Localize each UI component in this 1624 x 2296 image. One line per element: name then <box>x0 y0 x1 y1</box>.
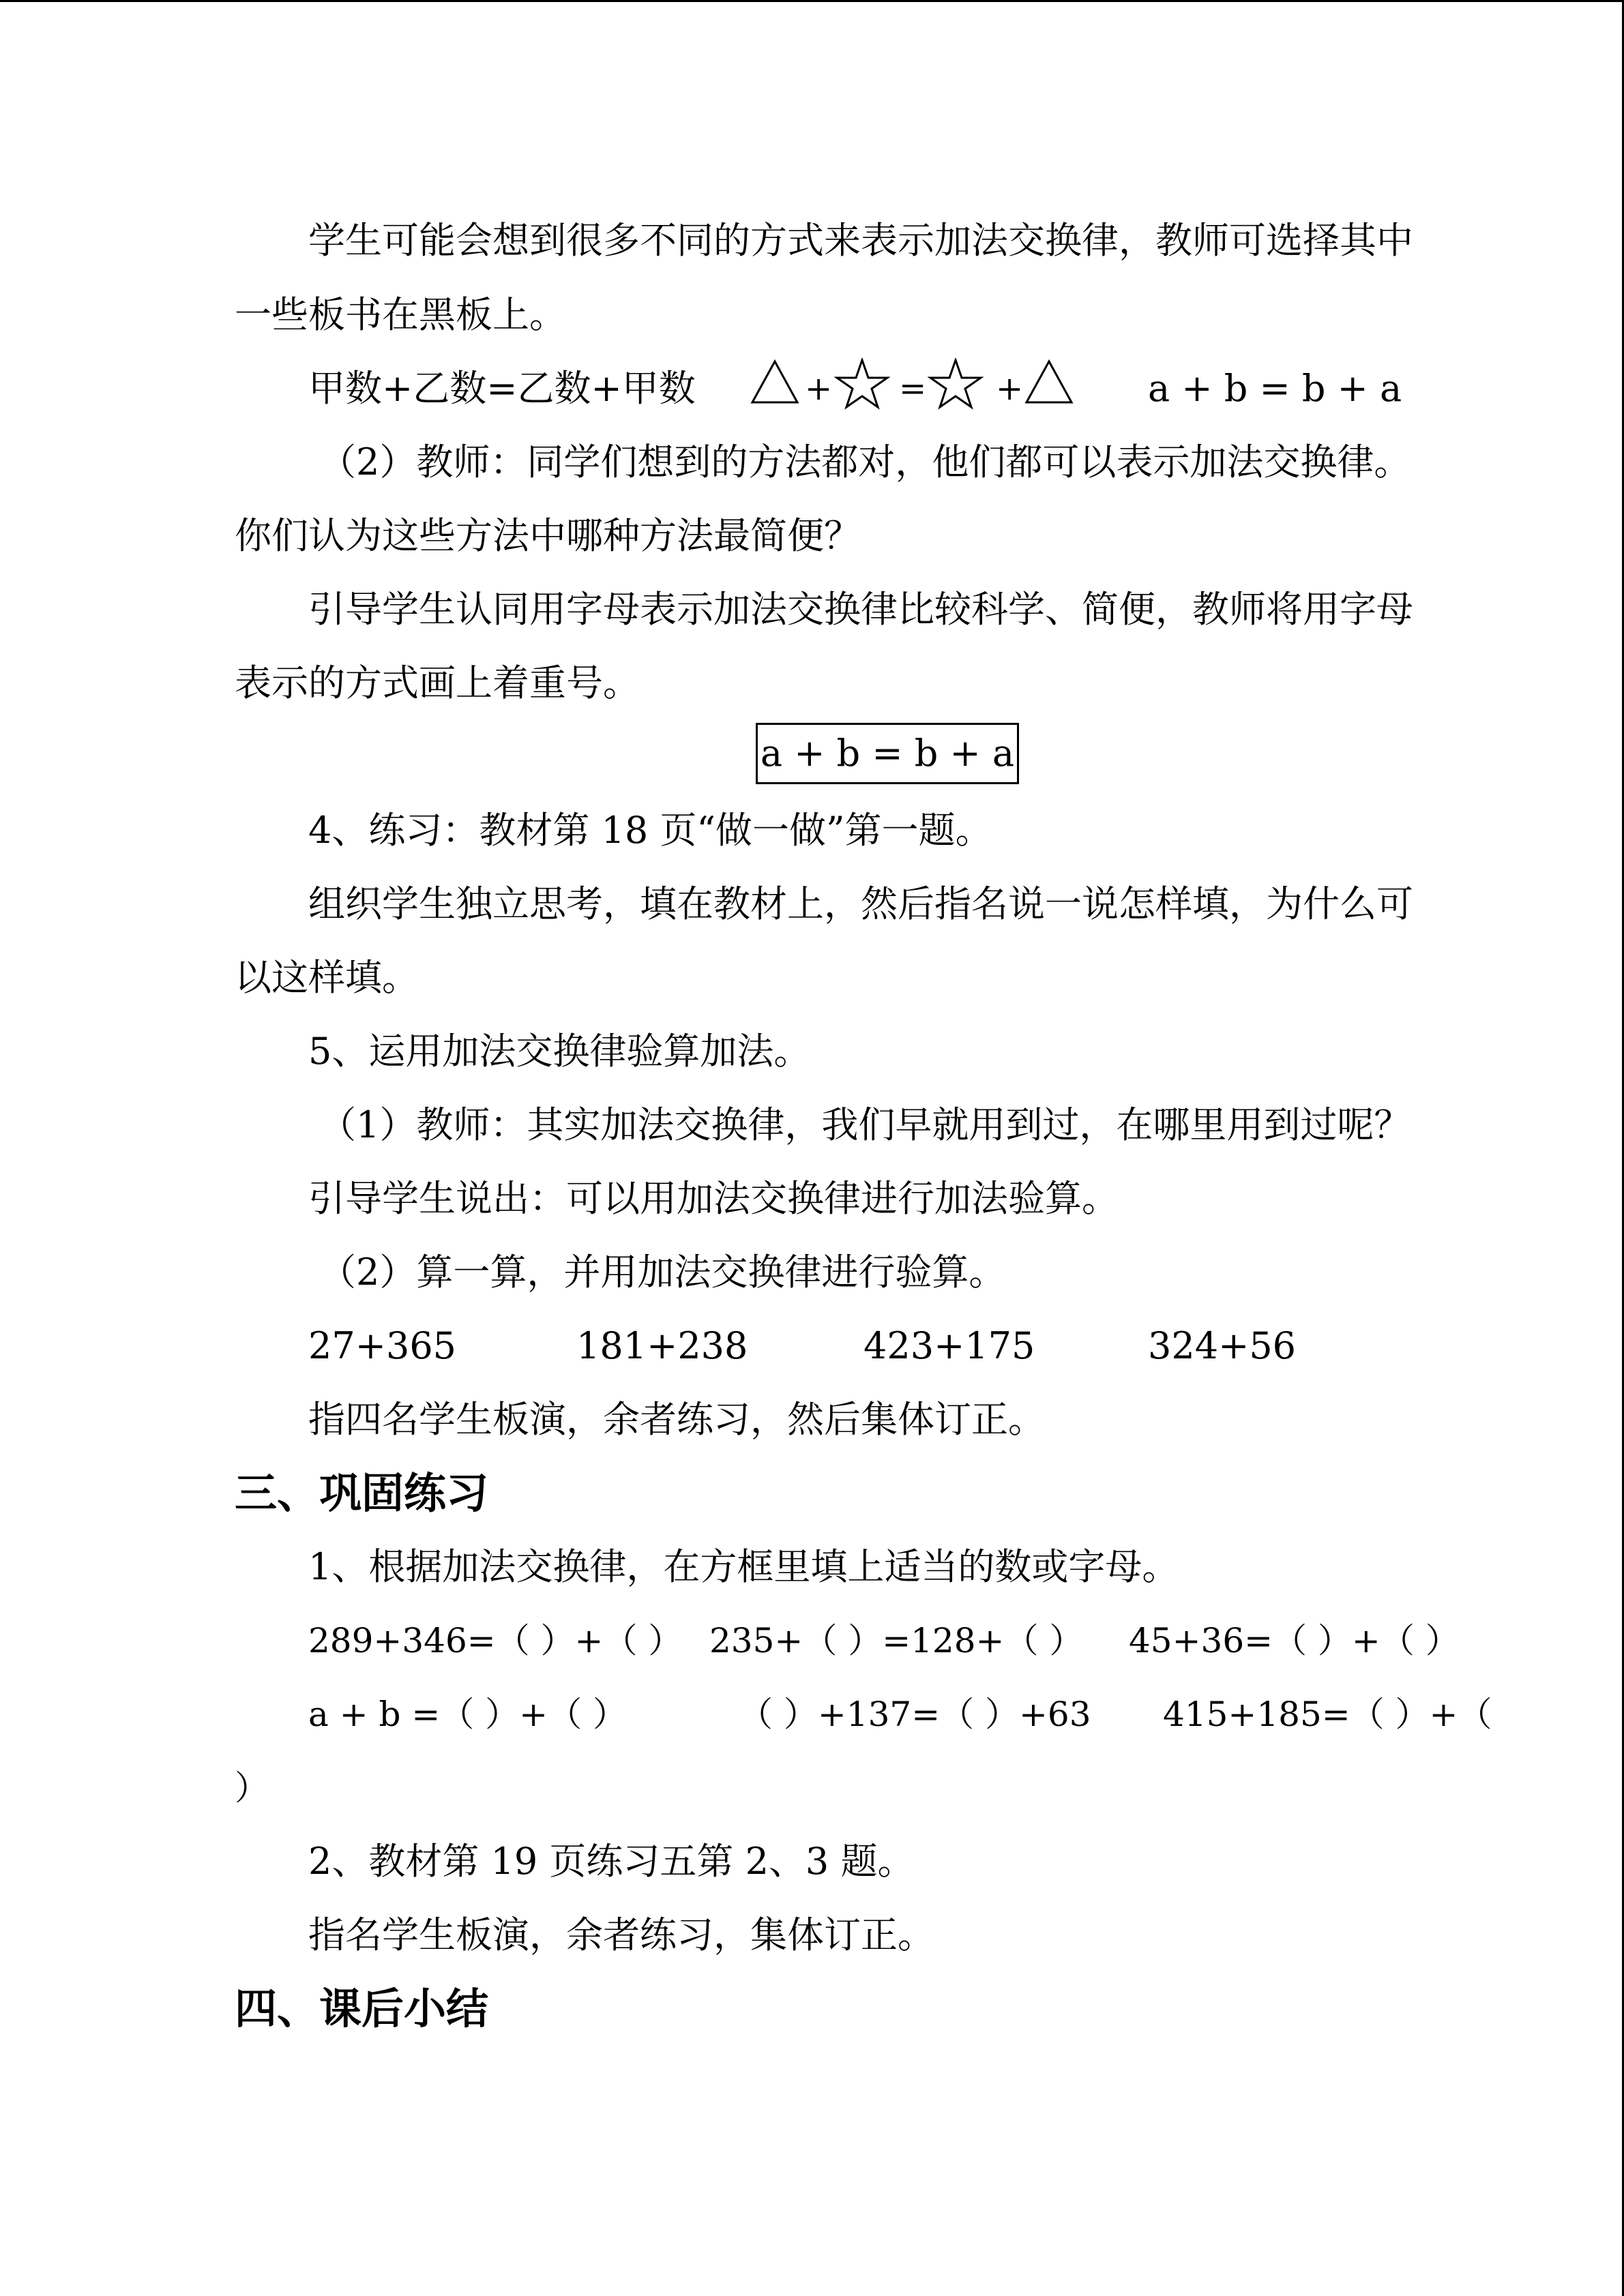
star-icon <box>928 358 984 410</box>
paragraph-line: 表示的方式画上着重号。 <box>235 661 640 704</box>
paragraph-line: 你们认为这些方法中哪种方法最简便？ <box>235 514 861 557</box>
calc-item: 181+238 <box>576 1324 748 1367</box>
letter-formula: a + b = b + a <box>1148 367 1402 410</box>
paragraph-line: 1、根据加法交换律，在方框里填上适当的数或字母。 <box>308 1545 1179 1588</box>
equals-sign: = <box>899 370 927 408</box>
paragraph-line: 5、运用加法交换律验算加法。 <box>308 1030 811 1073</box>
triangle-icon <box>750 359 799 404</box>
fill-in-item: 45+36=（ ）+（ ） <box>1129 1621 1460 1660</box>
star-icon <box>834 358 890 410</box>
paragraph-line: 组织学生独立思考，填在教材上，然后指名说一说怎样填，为什么可 <box>308 882 1413 925</box>
section-heading: 四、课后小结 <box>235 1984 489 2033</box>
fill-in-item-tail: ） <box>235 1768 269 1808</box>
paragraph-line: 一些板书在黑板上。 <box>235 293 566 336</box>
paragraph-line: 学生可能会想到很多不同的方式来表示加法交换律，教师可选择其中 <box>308 219 1413 262</box>
calc-item: 27+365 <box>308 1324 457 1367</box>
paragraph-line: （2）教师：同学们想到的方法都对，他们都可以表示加法交换律。 <box>319 441 1411 483</box>
fill-in-item: 235+（ ）=128+（ ） <box>709 1621 1084 1660</box>
section-heading: 三、巩固练习 <box>235 1468 489 1518</box>
paragraph-line: 2、教材第 19 页练习五第 2、3 题。 <box>308 1840 915 1883</box>
paragraph-line: 引导学生认同用字母表示加法交换律比较科学、简便，教师将用字母 <box>308 588 1413 631</box>
paragraph-line: （2）算一算，并用加法交换律进行验算。 <box>319 1251 1006 1294</box>
paragraph-line: 指名学生板演，余者练习，集体订正。 <box>308 1913 934 1956</box>
calc-item: 423+175 <box>863 1324 1035 1367</box>
fill-in-item: 289+346=（ ）+（ ） <box>308 1621 683 1660</box>
expression-words: 甲数+乙数=乙数+甲数 <box>308 367 696 410</box>
calc-item: 324+56 <box>1148 1324 1297 1367</box>
boxed-formula: a + b = b + a <box>756 723 1019 784</box>
paragraph-line: （1）教师：其实加法交换律，我们早就用到过，在哪里用到过呢？ <box>319 1103 1411 1146</box>
paragraph-line: 4、练习：教材第 18 页“做一做”第一题。 <box>308 809 992 852</box>
paragraph-line: 引导学生说出：可以用加法交换律进行加法验算。 <box>308 1177 1119 1220</box>
fill-in-item: （ ）+137=（ ）+63 <box>739 1695 1091 1734</box>
paragraph-line: 指四名学生板演，余者练习，然后集体订正。 <box>308 1398 1045 1441</box>
plus-sign: + <box>996 370 1024 408</box>
fill-in-item: 415+185=（ ）+（ <box>1163 1695 1492 1734</box>
triangle-icon <box>1024 359 1074 404</box>
fill-in-item: a + b =（ ）+（ ） <box>308 1695 627 1734</box>
paragraph-line: 以这样填。 <box>235 956 419 999</box>
plus-sign: + <box>805 370 833 408</box>
